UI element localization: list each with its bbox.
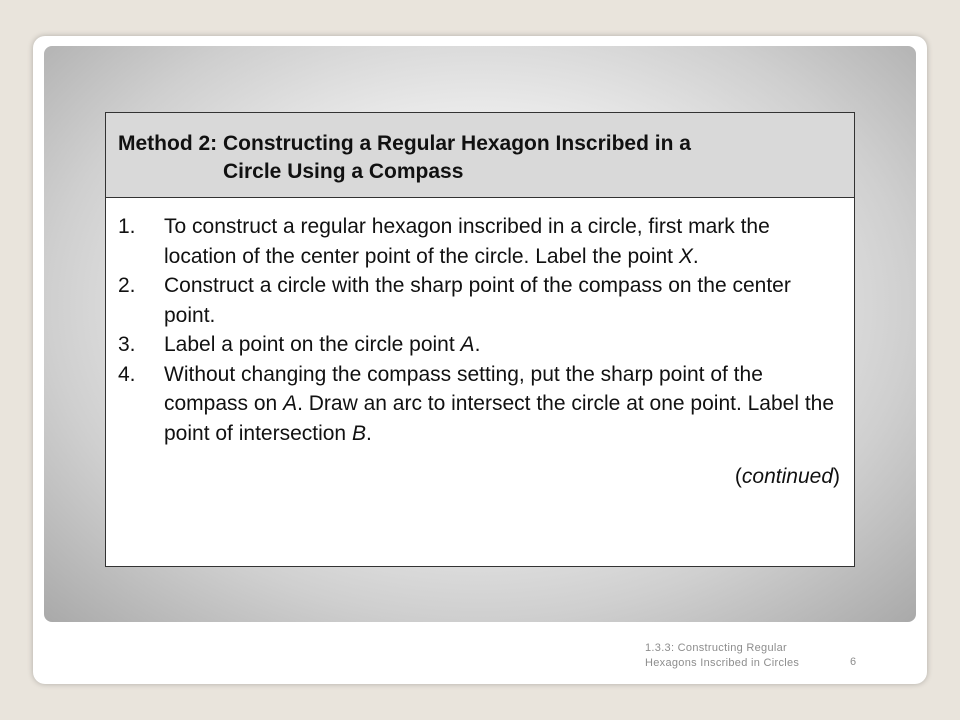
list-item xyxy=(118,330,840,360)
step-text: To construct a regular hexagon inscribed in a circle, first mark the location of the center point of the circle. Label the point X. xyxy=(164,215,770,268)
page-number: 6 xyxy=(850,656,857,668)
header-title-line1: Constructing a Regular Hexagon Inscribed in a xyxy=(223,132,691,155)
step-number: 4. xyxy=(118,362,136,386)
list-item xyxy=(118,212,840,271)
header-title-line2: Circle Using a Compass xyxy=(223,160,464,183)
footer-title xyxy=(645,641,845,671)
step-number: 1. xyxy=(118,215,136,238)
step-text: Label a point on the circle point A. xyxy=(164,333,481,356)
method-table xyxy=(105,112,855,567)
footer-title-line2: Hexagons Inscribed in Circles xyxy=(645,657,800,669)
step-text: Without changing the compass setting, put the sharp point of the compass on A. Draw an arc to intersect the circle at one point. Label the point of intersection B. xyxy=(164,362,835,445)
table-header xyxy=(106,113,855,198)
footer-title-line1: 1.3.3: Constructing Regular xyxy=(645,642,788,654)
steps-list xyxy=(106,198,854,448)
list-item xyxy=(118,271,840,330)
header-method-label: Method 2: xyxy=(118,132,223,155)
step-number: 2. xyxy=(118,274,136,297)
list-item xyxy=(118,360,840,449)
continued-note: (continued) xyxy=(734,465,840,488)
step-text: Construct a circle with the sharp point of the compass on the center point. xyxy=(164,274,791,327)
table-body xyxy=(106,198,855,567)
step-number: 3. xyxy=(118,333,136,356)
